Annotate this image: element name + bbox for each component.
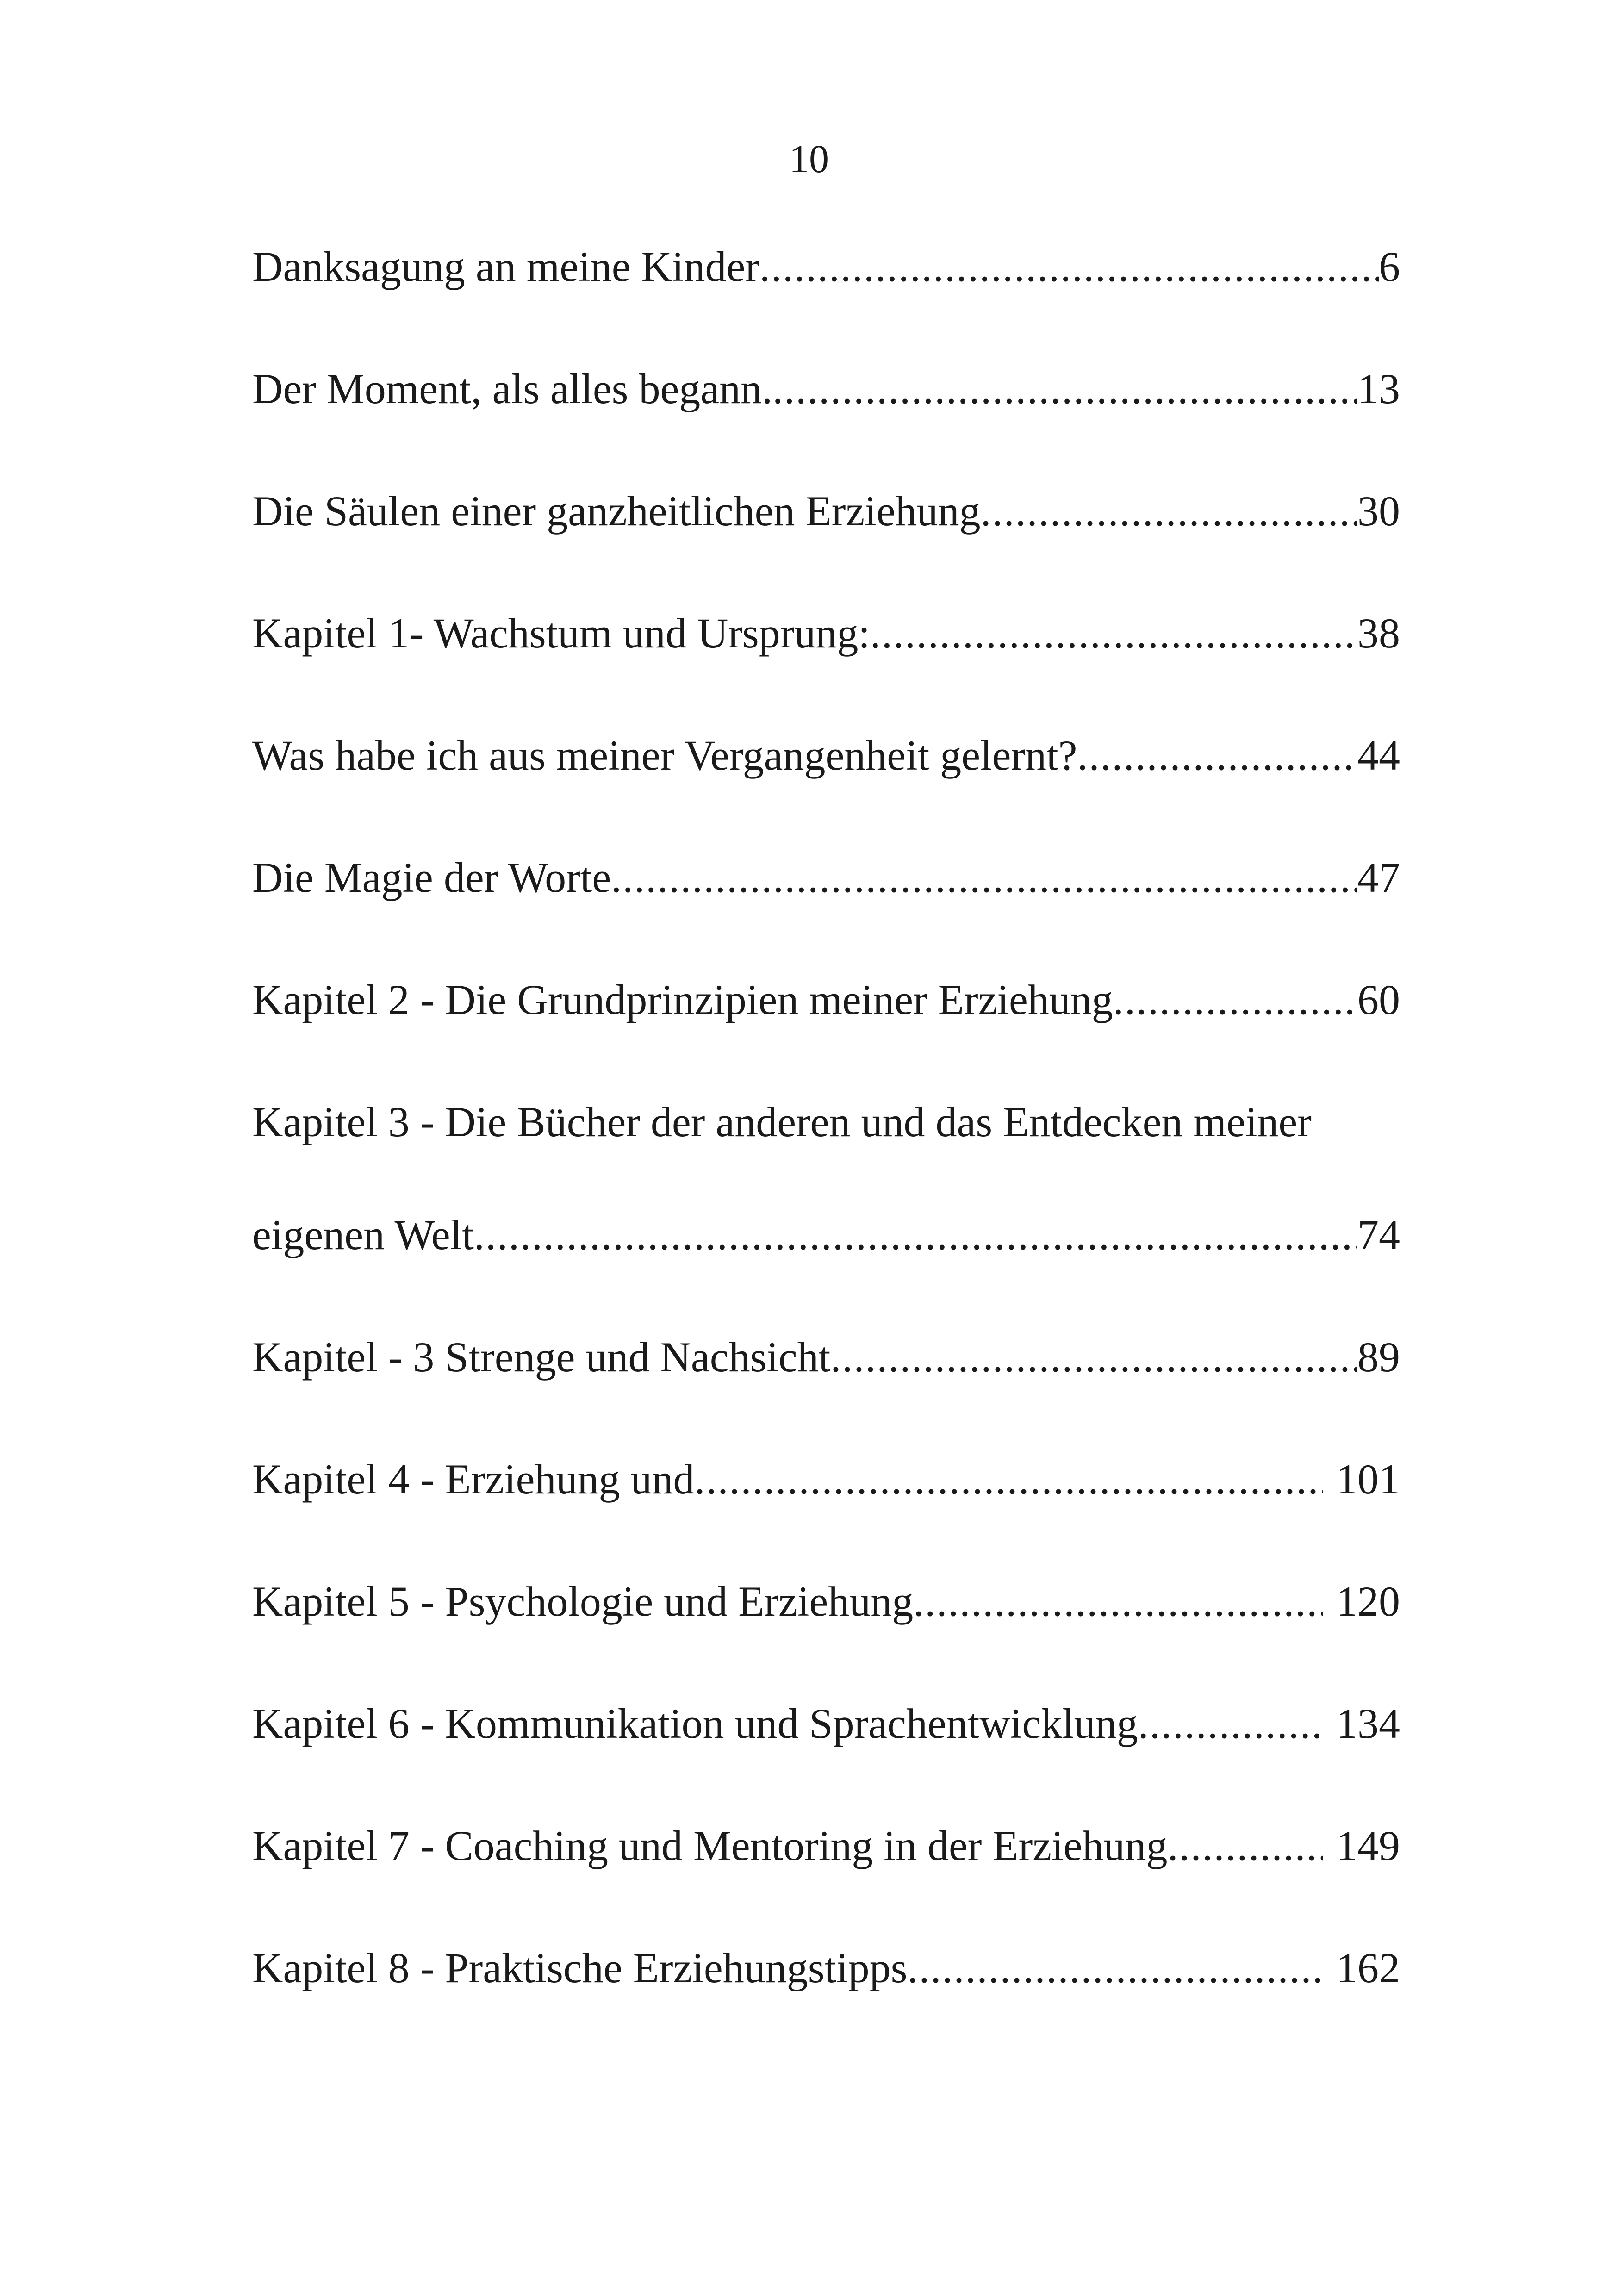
dot-leader (907, 1947, 1323, 1989)
toc-entry[interactable] (252, 245, 1400, 367)
toc-entry[interactable] (252, 1458, 1400, 1580)
toc-entry[interactable] (252, 1702, 1400, 1824)
dot-leader (1113, 978, 1357, 1021)
toc-entry-page: 47 (1357, 854, 1400, 901)
toc-entry-title: Kapitel 7 - Coaching und Mentoring in der Erziehung (252, 1822, 1168, 1869)
toc-entry-title: Die Magie der Worte (252, 854, 611, 901)
toc-entry[interactable] (252, 487, 1400, 612)
toc-entry-line2[interactable] (252, 1213, 1400, 1336)
dot-leader (913, 1580, 1323, 1623)
toc-entry-title: Kapitel 2 - Die Grundprinzipien meiner Erziehung (252, 976, 1113, 1023)
toc-entry-title: Die Säulen einer ganzheitlichen Erziehung (252, 487, 981, 535)
toc-entry-title: Kapitel 5 - Psychologie und Erziehung (252, 1578, 914, 1625)
dot-leader (981, 490, 1357, 532)
toc-entry-page: 60 (1357, 976, 1400, 1023)
toc-entry-title: Kapitel 8 - Praktische Erziehungstipps (252, 1944, 908, 1991)
dot-leader (474, 1213, 1357, 1256)
page-number: 10 (789, 137, 829, 181)
toc-entry-page: 120 (1336, 1578, 1400, 1625)
toc-entry-title: Danksagung an meine Kinder (252, 243, 760, 290)
table-of-contents (252, 245, 1400, 2069)
toc-entry-title: Kapitel 4 - Erziehung und (252, 1456, 695, 1503)
toc-entry-title: eigenen Welt (252, 1211, 474, 1258)
toc-entry-page: 101 (1336, 1456, 1400, 1503)
dot-leader (759, 245, 1379, 288)
toc-entry-page: 44 (1357, 732, 1400, 779)
dot-leader (611, 856, 1357, 899)
dot-leader (772, 367, 1357, 410)
dot-leader (1138, 1702, 1323, 1745)
toc-entry[interactable] (252, 734, 1400, 856)
dot-leader (870, 612, 1357, 654)
toc-entry-title: Kapitel 6 - Kommunikation und Sprachentwicklung (252, 1700, 1138, 1747)
dot-leader (1077, 734, 1358, 777)
dot-leader (1168, 1824, 1323, 1867)
toc-entry-page: 6 (1379, 243, 1400, 290)
dot-leader (695, 1458, 1324, 1500)
toc-entry[interactable] (252, 1824, 1400, 1947)
toc-entry-page: 89 (1357, 1333, 1400, 1381)
toc-entry-page: 38 (1357, 610, 1400, 657)
toc-entry[interactable] (252, 978, 1400, 1101)
toc-entry-line1[interactable] (252, 1098, 1400, 1213)
toc-entry[interactable] (252, 1580, 1400, 1702)
toc-entry-page: 13 (1357, 365, 1400, 412)
toc-entry[interactable] (252, 612, 1400, 734)
toc-entry-title: Der Moment, als alles begann. (252, 365, 773, 412)
toc-entry-page: 134 (1336, 1700, 1400, 1747)
toc-entry-title: Kapitel 1- Wachstum und Ursprung: (252, 610, 870, 657)
toc-entry[interactable] (252, 1944, 1400, 2069)
toc-entry-page: 74 (1357, 1211, 1400, 1258)
dot-leader (830, 1336, 1357, 1378)
toc-entry-title: Kapitel - 3 Strenge und Nachsicht (252, 1333, 831, 1381)
toc-entry[interactable] (252, 856, 1400, 978)
toc-entry-page: 162 (1336, 1944, 1400, 1991)
toc-entry-title: Kapitel 3 - Die Bücher der anderen und das Entdecken meiner (252, 1098, 1312, 1145)
toc-entry-title: Was habe ich aus meiner Vergangenheit gelernt? (252, 732, 1077, 779)
toc-entry-page: 30 (1357, 487, 1400, 535)
toc-entry[interactable] (252, 367, 1400, 490)
toc-entry[interactable] (252, 1333, 1400, 1458)
toc-entry-page: 149 (1336, 1822, 1400, 1869)
